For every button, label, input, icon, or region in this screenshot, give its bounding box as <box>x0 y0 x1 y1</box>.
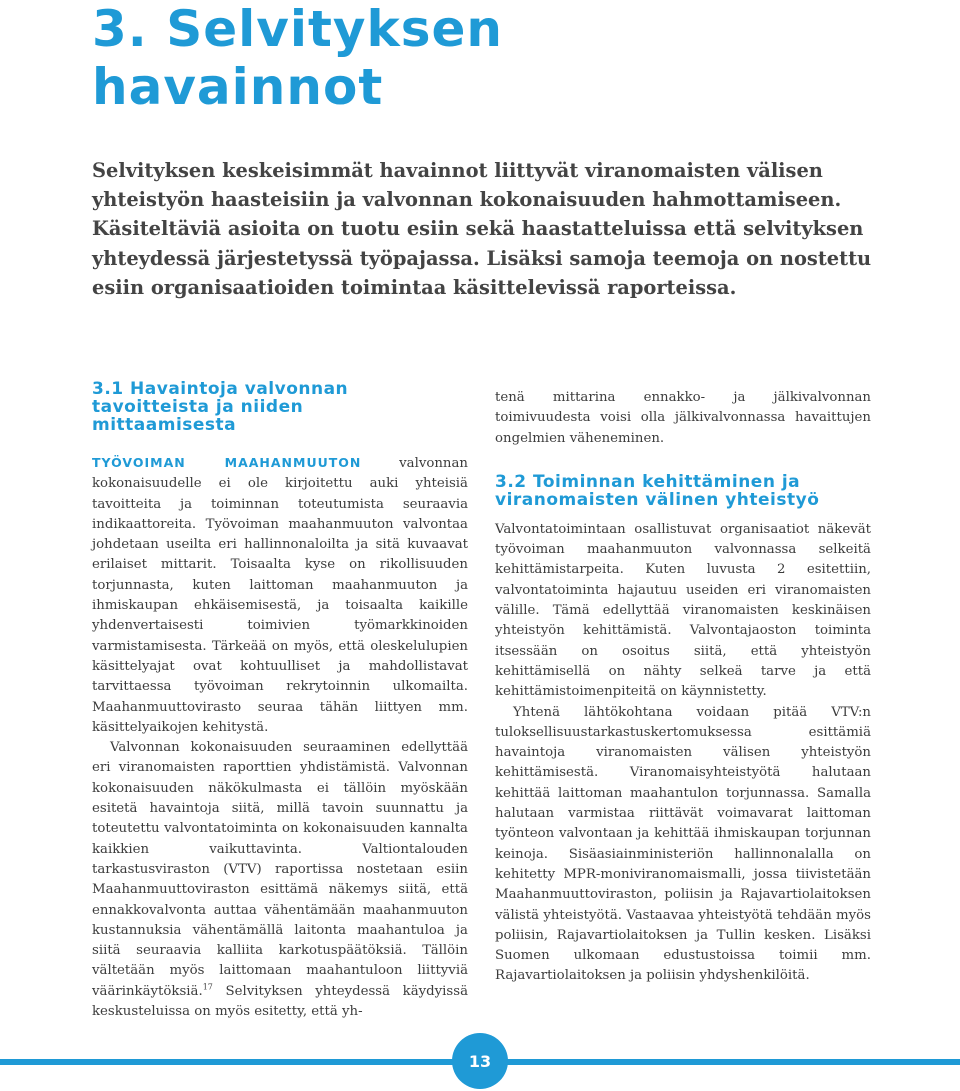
page-number: 13 <box>468 1051 492 1071</box>
section-heading-3-1-line-1: 3.1 Havaintoja valvonnan <box>92 379 349 399</box>
chapter-title-line-2: havainnot <box>92 58 384 116</box>
intro-paragraph: Selvityksen keskeisimmät havainnot liittyvät viranomaisten välisen yhteistyön haasteisiin ja valvonnan kokonaisuuden hahmottamiseen. Käsiteltäviä asioita on tuotu esiin sekä haastatteluissa että selvityksen yhteydessä järjestetyssä työpajassa. Lisäksi samoja teemoja on nostettu esiin organisaatioiden toimintaa käsittelevissä raporteissa. <box>92 159 872 299</box>
section-3-2-paragraph-2: Yhtenä lähtökohtana voidaan pitää VTV:n tuloksellisuustarkastuskertomuksessa esittämiä havaintoja viranomaisten välisen yhteistyön kehittämisestä. Viranomaisyhteistyötä halutaan kehittää laittoman maahantulon torjunnassa. Samalla halutaan varmistaa riittävät voimavarat laittoman työnteon valvontaan ja kehittää ihmiskaupan torjunnan keinoja. Sisäasiainministeriön hallinnonalalla on kehitetty MPR-moniviranomaismalli, jossa tiivistetään Maahanmuuttoviraston, poliisin ja Rajavartiolaitoksen välistä yhteistyötä. Vastaavaa yhteistyötä tehdään myös poliisin, Rajavartiolaitoksen ja Tullin kesken. Lisäksi Suomen ulkomaan edustustoissa toimii mm. Rajavartiolaitoksen ja poliisin yhdyshenkilöitä. <box>495 704 871 984</box>
section-heading-3-2 <box>495 473 871 509</box>
right-column <box>495 388 871 987</box>
chapter-title-line-1: 3. Selvityksen <box>92 0 503 58</box>
section-heading-3-1-line-2: tavoitteista ja niiden <box>92 397 304 417</box>
page-number-badge <box>452 1033 508 1089</box>
footnote-reference[interactable]: 17 <box>202 982 213 992</box>
left-column <box>92 380 468 1022</box>
section-3-1-paragraph-1-text: valvonnan kokonaisuudelle ei ole kirjoitettu auki yhteisiä tavoitteita ja toiminnan toteutumista seuraavia indikaattoreita. Työvoiman maahanmuuton valvontaa johdetaan useilta eri hallinnonaloilta ja sitä kuvaavat erilaiset mittarit. Toisaalta kyse on rikollisuuden torjunnasta, kuten laittoman maahanmuuton ja ihmiskaupan ehkäisemisestä, ja toisaalta kaikille yhdenvertaisesti toimivien työmarkkinoiden varmistamisesta. Tärkeää on myös, että oleskelulupien käsittelyajat ovat kohtuulliset ja mahdollistavat tarvittaessa työvoiman rekrytoinnin ulkomailta. Maahanmuuttovirasto seuraa tähän liittyen mm. käsittelyaikojen kehitystä. <box>92 456 468 735</box>
lead-in-caps: TYÖVOIMAN MAAHANMUUTON <box>92 455 362 470</box>
chapter-title <box>92 0 503 116</box>
section-3-1-paragraph-1 <box>92 453 468 738</box>
section-3-2-paragraph-1: Valvontatoimintaan osallistuvat organisaatiot näkevät työvoiman maahanmuuton valvonnassa selkeitä kehittämistarpeita. Kuten luvusta 2 esitettiin, valvontatoiminta hajautuu useiden eri viranomaisten välille. Tämä edellyttää viranomaisten keskinäisen yhteistyön kehittämistä. Valvontajaoston toiminta itsessään on osoitus siitä, että yhteistyön kehittämisellä on nähty selkeä tarve ja että kehittämistoimenpiteitä on käynnistetty. <box>495 521 871 700</box>
section-heading-3-2-line-2: viranomaisten välinen yhteistyö <box>495 489 820 510</box>
section-3-1-paragraph-2-tail: Selvityksen yhteydessä käydyissä keskusteluissa on myös esitetty, että yh- <box>92 983 468 1020</box>
section-3-1-paragraph-2 <box>92 738 468 1022</box>
section-heading-3-1 <box>92 380 468 434</box>
continuation-paragraph: tenä mittarina ennakko- ja jälkivalvonnan toimivuudesta voisi olla jälkivalvonnassa havaittujen ongelmien väheneminen. <box>495 390 871 446</box>
section-heading-3-2-line-1: 3.2 Toiminnan kehittäminen ja <box>495 471 801 492</box>
section-heading-3-1-line-3: mittaamisesta <box>92 415 237 435</box>
section-3-1-paragraph-2-text: Valvonnan kokonaisuuden seuraaminen edellyttää eri viranomaisten raporttien yhdistämistä. Valvonnan kokonaisuuden näkökulmasta ei tällöin myöskään esitetä havaintoja siitä, millä tavoin suunnattu ja toteutettu valvontatoiminta on kokonaisuuden kannalta kaikkien vaikuttavinta. Valtiontalouden tarkastusviraston (VTV) raportissa nostetaan esiin Maahanmuuttoviraston esittämä näkemys siitä, että ennakkovalvonta auttaa vähentämään maahanmuuton kustannuksia vähentämällä laitonta maahantuloa ja siitä seuraavia kalliita karkotuspäätöksiä. Tällöin vältetään myös laittomaan maahantuloon liittyviä väärinkäytöksiä. <box>92 740 468 999</box>
